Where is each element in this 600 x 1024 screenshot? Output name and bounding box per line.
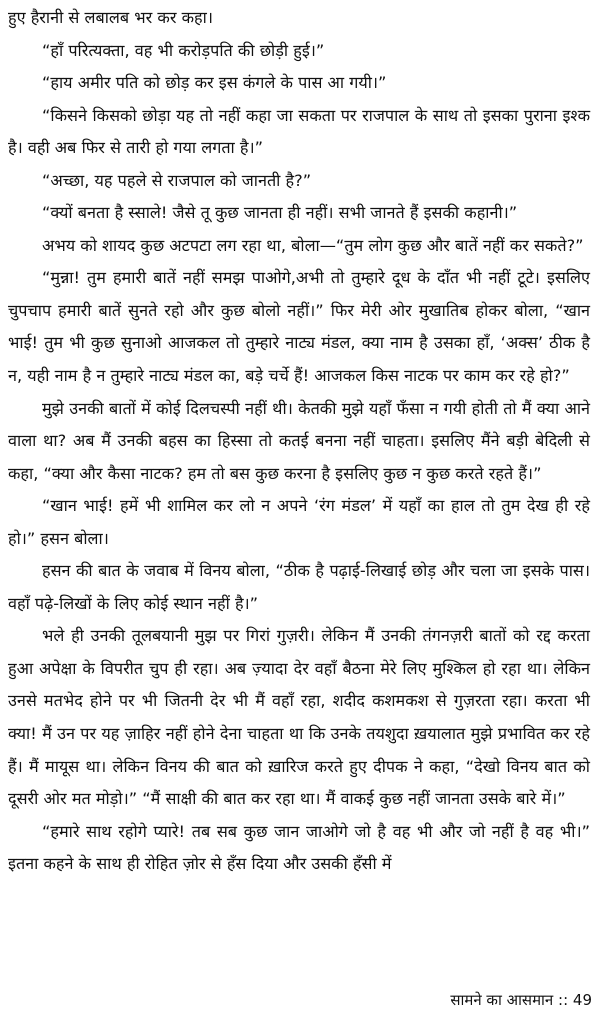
page-body-text <box>8 2 590 881</box>
running-footer: सामने का आसमान :: 49 <box>450 991 592 1009</box>
paragraph: “किसने किसको छोड़ा यह तो नहीं कहा जा सकता पर राजपाल के साथ तो इसका पुराना इश्क है। वही अब फिर से तारी हो गया लगता है।” <box>8 105 590 158</box>
paragraph: “हाय अमीर पति को छोड़ कर इस कंगले के पास आ गयी।” <box>42 73 387 93</box>
paragraph-continuation: हुए हैरानी से लबालब भर कर कहा। <box>8 8 213 27</box>
paragraph: “अच्छा, यह पहले से राजपाल को जानती है?” <box>42 170 312 190</box>
paragraph: भले ही उनकी तूलबयानी मुझ पर गिरां गुज़री। लेकिन मैं उनकी तंगनज़री बातों को रद्द करता हुआ अपेक्षा के विपरीत चुप ही रहा। अब ज़्यादा देर वहाँ बैठना मेरे लिए मुश्किल हो रहा था। लेकिन उनसे मतभेद होने पर भी जितनी देर भी मैं वहाँ रहा, शदीद कशमकश से गुज़रता रहा। करता भी क्या! मैं उन पर यह ज़ाहिर नहीं होने देना चाहता था कि उनके तयशुदा ख़यालात मुझे प्रभावित कर रहे हैं। मैं मायूस था। लेकिन विनय की बात को ख़ारिज करते हुए दीपक ने कहा, “देखो विनय बात को दूसरी ओर मत मोड़ो।” “मैं साक्षी की बात कर रहा था। मैं वाकई कुछ नहीं जानता उसके बारे में।” <box>8 626 590 809</box>
paragraph: “क्यों बनता है स्साले! जैसे तू कुछ जानता ही नहीं। सभी जानते हैं इसकी कहानी।” <box>42 203 518 223</box>
paragraph: “हाँ परित्यक्ता, वह भी करोड़पति की छोड़ी हुई।” <box>42 40 325 60</box>
paragraph: हसन की बात के जवाब में विनय बोला, “ठीक है पढ़ाई-लिखाई छोड़ और चला जा इसके पास। वहाँ पढ़े-लिखों के लिए कोई स्थान नहीं है।” <box>8 561 590 613</box>
paragraph: मुझे उनकी बातों में कोई दिलचस्पी नहीं थी। केतकी मुझे यहाँ फँसा न गयी होती तो मैं क्या आने वाला था? अब मैं उनकी बहस का हिस्सा तो कतई बनना नहीं चाहता। इसलिए मैंने बड़ी बेदिली से कहा, “क्या और कैसा नाटक? हम तो बस कुछ करना है इसलिए कुछ न कुछ करते रहते हैं।” <box>8 398 590 483</box>
paragraph: “हमारे साथ रहोगे प्यारे! तब सब कुछ जान जाओगे जो है वह भी और जो नहीं है वह भी।” इतना कहने के साथ ही रोहित ज़ोर से हँस दिया और उसकी हँसी में <box>8 821 590 874</box>
paragraph: “खान भाई! हमें भी शामिल कर लो न अपने ‘रंग मंडल’ में यहाँ का हाल तो तुम देख ही रहे हो।” हसन बोला। <box>8 496 590 548</box>
paragraph: “मुन्ना! तुम हमारी बातें नहीं समझ पाओगे,अभी तो तुम्हारे दूध के दाँत भी नहीं टूटे। इसलिए चुपचाप हमारी बातें सुनते रहो और कुछ बोलो नहीं।” फिर मेरी ओर मुखातिब होकर बोला, “खान भाई! तुम भी कुछ सुनाओ आजकल तो तुम्हारे नाट्य मंडल, क्या नाम है उसका हाँ, ‘अक्स’ ठीक है न, यही नाम है न तुम्हारे नाट्य मंडल का, बड़े चर्चे हैं! आजकल किस नाटक पर काम कर रहे हो?” <box>8 268 590 386</box>
paragraph: अभय को शायद कुछ अटपटा लग रहा था, बोला—“तुम लोग कुछ और बातें नहीं कर सकते?” <box>42 235 584 255</box>
